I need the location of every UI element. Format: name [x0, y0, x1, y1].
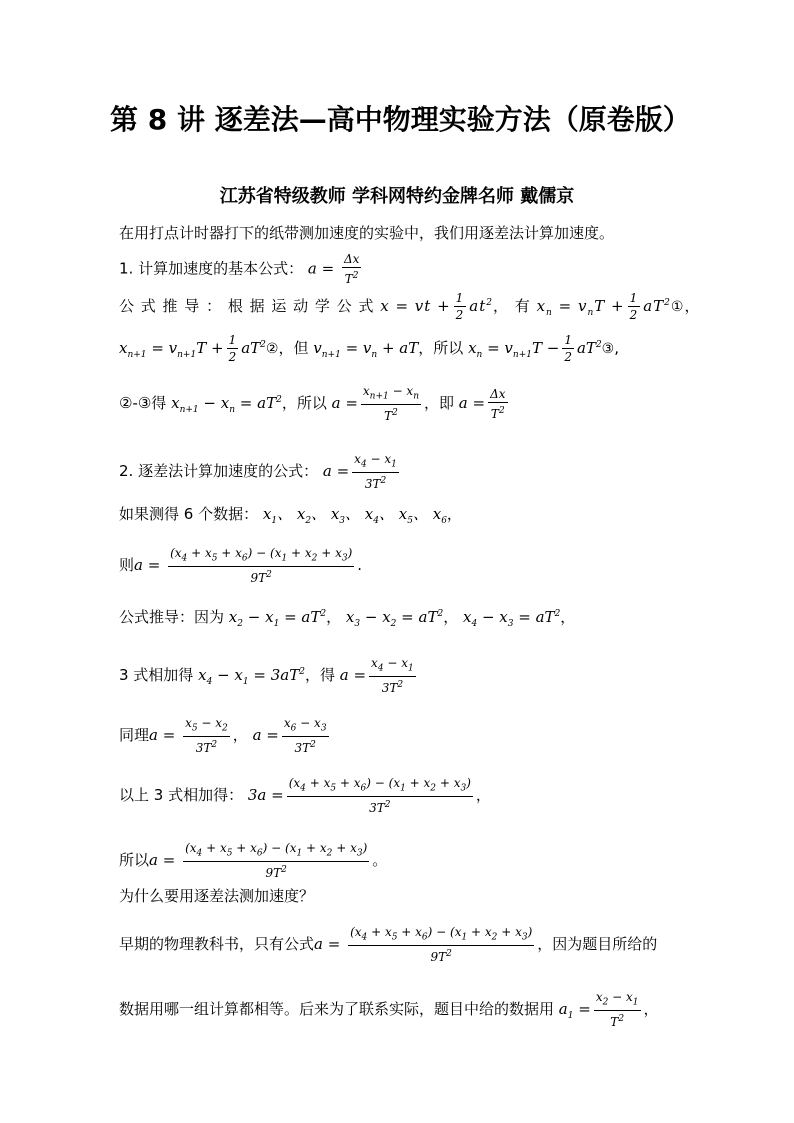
six-data-line: 如果测得 6 个数据： $x_1$、 $x_2$、 $x_3$、 $x_4$、 $x_5$、 $x_6$， — [119, 505, 462, 526]
ie-text: ，即 — [424, 394, 455, 413]
section-1-label: 1. 计算加速度的基本公式： — [119, 259, 304, 278]
fraction: $\frac{\Delta x}{T^2}$ — [343, 252, 360, 286]
you-text: 有 — [514, 297, 531, 315]
six-formula-line: 则a = $\frac{(x_4 + x_5 + x_6) - (x_1 + x_2 + x_3)}{9T^2}$ . — [119, 546, 363, 586]
then-text: 则 — [119, 556, 135, 575]
later-line: 数据用哪一组计算都相等。后来为了联系实际，题目中给的数据用 $a_1$ = $\frac{x_2 - x_1}{T^2}$ ， — [119, 990, 659, 1030]
so-label: 所以 — [119, 851, 150, 870]
sum-three-line: 以上 3 式相加得： 3a = $\frac{(x_4 + x_5 + x_6) - (x_1 + x_2 + x_3)}{3T^2}$ ， — [119, 776, 491, 816]
section-2-label: 2. 逐差法计算加速度的公式： — [119, 462, 319, 481]
so-text-2: ，所以 — [281, 394, 327, 413]
add-three-label: 3 式相加得 — [119, 666, 194, 685]
early-text-b: ，因为题目所给的 — [537, 935, 658, 954]
derivation-line-3: ②-③得 $x_{n+1} - x_n = aT^2$，所以 a = $\frac{x_{n+1} - x_n}{T^2}$ ，即 a = $\frac{\Delta x}{T^2}$ — [119, 384, 506, 424]
six-data-label: 如果测得 6 个数据： — [119, 505, 259, 523]
conclusion-line: 所以a = $\frac{(x_4 + x_5 + x_6) - (x_1 + x_2 + x_3)}{9T^2}$ 。 — [119, 841, 388, 881]
intro-text: 在用打点计时器打下的纸带测加速度的实验中，我们用逐差法计算加速度。 — [119, 224, 615, 242]
early-text-a: 早期的物理教科书，只有公式 — [119, 935, 315, 954]
formula-diff-line: 2. 逐差法计算加速度的公式： a = $\frac{x_4 - x_1}{3T^2}$ — [119, 452, 397, 492]
derivation-line-2: $x_{n+1} = v_{n+1}T$ + $\frac{1}{2}$ $aT^2②$，但 $v_{n+1} = v_n$ + aT，所以 $x_n = v_{n+1}T$ − $\frac{1}{2}$ $aT^2③$, — [119, 333, 620, 364]
proof-line: 公式推导：因为 $x_2 - x_1 = aT^2$， $x_3 - x_2 = aT^2$， $x_4 - x_3 = aT^2$， — [119, 608, 576, 629]
formula-basic-line: 1. 计算加速度的基本公式： a = $\frac{\Delta x}{T^2}$ — [119, 252, 360, 286]
so-text: ，所以 — [418, 339, 464, 357]
sum-three-label: 以上 3 式相加得： — [119, 786, 244, 805]
page-title: 第 8 讲 逐差法—高中物理实验方法（原卷版） — [110, 103, 691, 136]
but-text: ，但 — [278, 339, 309, 357]
author-line: 江苏省特级教师 学科网特约金牌名师 戴儒京 — [219, 186, 575, 207]
derivation-label: 公 式 推 导 ： 根 据 运 动 学 公 式 — [119, 297, 375, 315]
similarly-label: 同理 — [119, 726, 150, 745]
later-text: 数据用哪一组计算都相等。后来为了联系实际，题目中给的数据用 — [119, 1000, 555, 1019]
early-line: 早期的物理教科书，只有公式a = $\frac{(x_4 + x_5 + x_6) - (x_1 + x_2 + x_3)}{9T^2}$ ，因为题目所给的 — [119, 925, 658, 965]
step-label: ②-③得 — [119, 394, 167, 413]
derivation-line-1: 公 式 推 导 ： 根 据 运 动 学 公 式 x = vt + $\frac{1}{2}$ $at^2$， 有 $x_n = v_nT$ + $\frac{1}{2}$ $aT^2①$， — [119, 291, 701, 322]
add-three-line: 3 式相加得 $x_4 - x_1 = 3aT^2$，得 a = $\frac{x_4 - x_1}{3T^2}$ — [119, 656, 414, 696]
proof-label: 公式推导：因为 — [119, 608, 225, 626]
get-text: ，得 — [304, 666, 335, 685]
similarly-line: 同理a = $\frac{x_5 - x_2}{3T^2}$ ， a = $\frac{x_6 - x_3}{3T^2}$ — [119, 716, 327, 756]
why-heading: 为什么要用逐差法测加速度？ — [119, 887, 315, 905]
